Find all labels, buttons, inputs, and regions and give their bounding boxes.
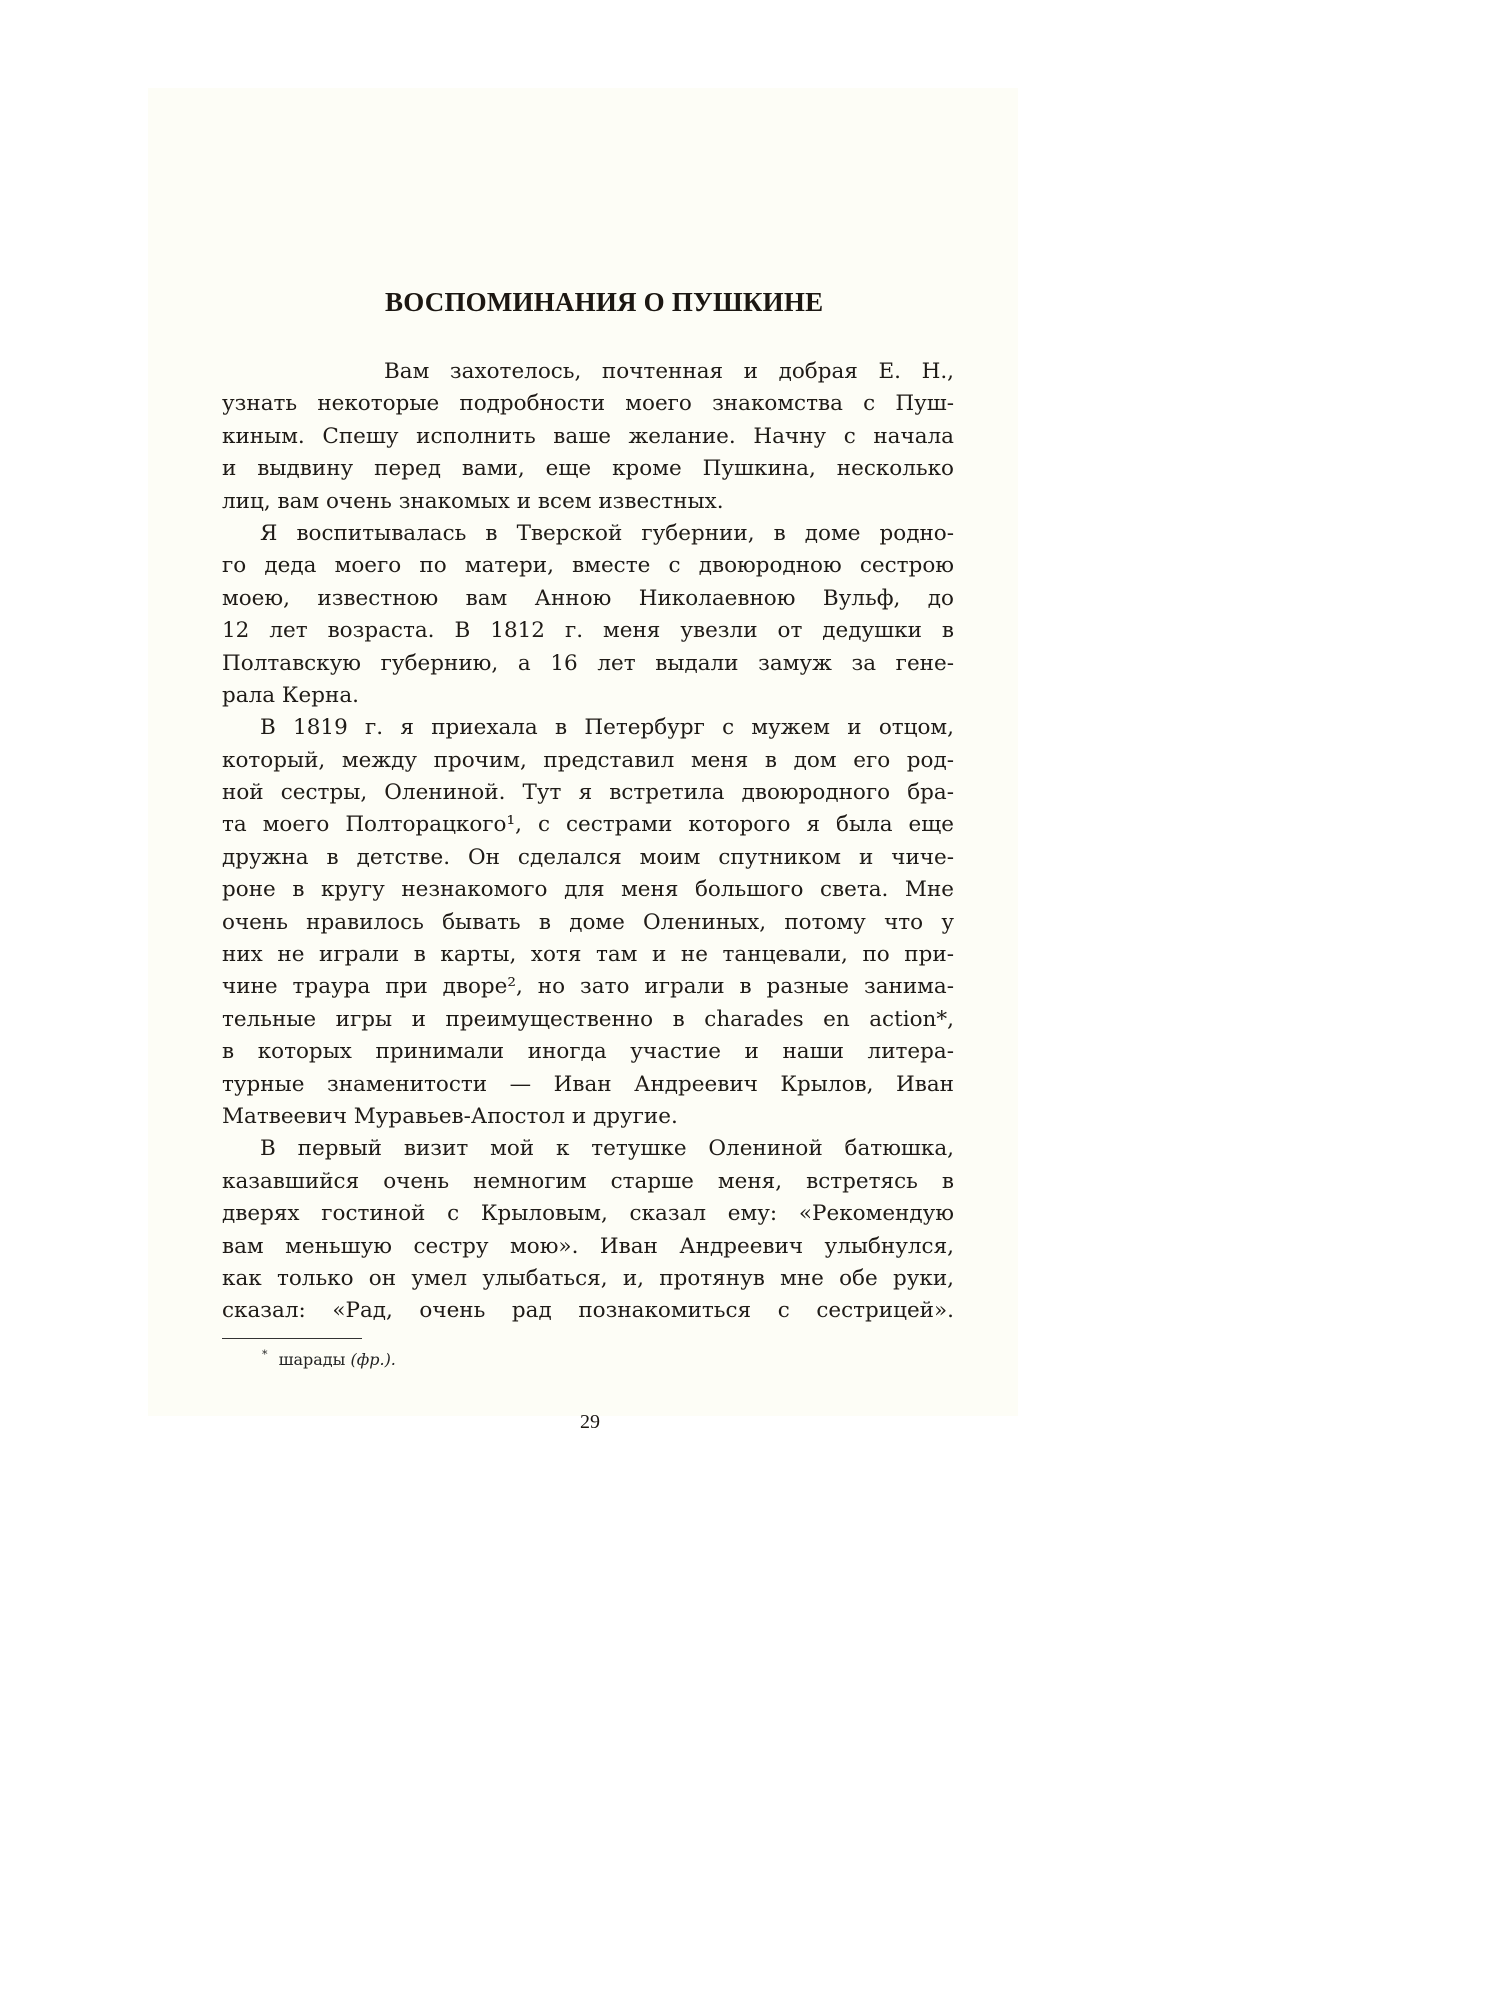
text-line: та моего Полторацкого¹, с сестрами которого я была еще bbox=[222, 812, 954, 838]
text-line: ной сестры, Олениной. Тут я встретила двоюродного бра- bbox=[222, 780, 954, 806]
text-line: дружна в детстве. Он сделался моим спутником и чиче- bbox=[222, 844, 954, 870]
text-line: вам меньшую сестру мою». Иван Андреевич улыбнулся, bbox=[222, 1233, 954, 1259]
footnote bbox=[262, 1350, 396, 1369]
text-line: Я воспитывалась в Тверской губернии, в доме родно- bbox=[260, 520, 954, 546]
text-line: моею, известною вам Анною Николаевною Вульф, до bbox=[222, 585, 954, 611]
footnote-language-note: (фр.). bbox=[350, 1350, 396, 1369]
text-line: казавшийся очень немногим старше меня, встретясь в bbox=[222, 1168, 954, 1194]
text-line: узнать некоторые подробности моего знакомства с Пуш- bbox=[222, 391, 954, 417]
footnote-separator bbox=[222, 1338, 362, 1339]
text-line: Вам захотелось, почтенная и добрая Е. Н., bbox=[384, 359, 954, 384]
text-line: лиц, вам очень знакомых и всем известных. bbox=[222, 488, 724, 514]
page-number: 29 bbox=[580, 1411, 600, 1433]
text-line: турные знаменитости — Иван Андреевич Крылов, Иван bbox=[222, 1071, 954, 1097]
text-line: чине траура при дворе², но зато играли в разные занима- bbox=[222, 974, 954, 1000]
text-line: который, между прочим, представил меня в дом его род- bbox=[222, 747, 954, 773]
text-line: го деда моего по матери, вместе с двоюродною сестрою bbox=[222, 553, 954, 579]
footnote-mark: * bbox=[262, 1348, 268, 1361]
text-line: очень нравилось бывать в доме Олениных, потому что у bbox=[222, 909, 954, 935]
text-line: и выдвину перед вами, еще кроме Пушкина, несколько bbox=[222, 456, 954, 482]
text-line: Матвеевич Муравьев-Апостол и другие. bbox=[222, 1103, 678, 1129]
text-line: тельные игры и преимущественно в charades en action*, bbox=[222, 1006, 954, 1032]
body-text bbox=[222, 356, 954, 1328]
text-line: 12 лет возраста. В 1812 г. меня увезли от дедушки в bbox=[222, 618, 954, 644]
text-line: киным. Спешу исполнить ваше желание. Начну с начала bbox=[222, 423, 954, 449]
text-line: дверях гостиной с Крыловым, сказал ему: «Рекомендую bbox=[222, 1201, 954, 1227]
footnote-text: шарады bbox=[278, 1350, 346, 1369]
text-line: В 1819 г. я приехала в Петербург с мужем и отцом, bbox=[260, 715, 954, 741]
text-line: роне в кругу незнакомого для меня большого света. Мне bbox=[222, 877, 954, 903]
text-line: них не играли в карты, хотя там и не танцевали, по при- bbox=[222, 942, 954, 968]
text-line: как только он умел улыбаться, и, протянув мне обе руки, bbox=[222, 1265, 954, 1291]
text-line: Полтавскую губернию, а 16 лет выдали замуж за гене- bbox=[222, 650, 954, 676]
chapter-title: ВОСПОМИНАНИЯ О ПУШКИНЕ bbox=[385, 287, 824, 317]
text-line: рала Керна. bbox=[222, 682, 359, 708]
text-line: В первый визит мой к тетушке Олениной батюшка, bbox=[260, 1136, 954, 1162]
text-line: в которых принимали иногда участие и наши литера- bbox=[222, 1039, 954, 1065]
text-line: сказал: «Рад, очень рад познакомиться с сестрицей». bbox=[222, 1298, 954, 1324]
